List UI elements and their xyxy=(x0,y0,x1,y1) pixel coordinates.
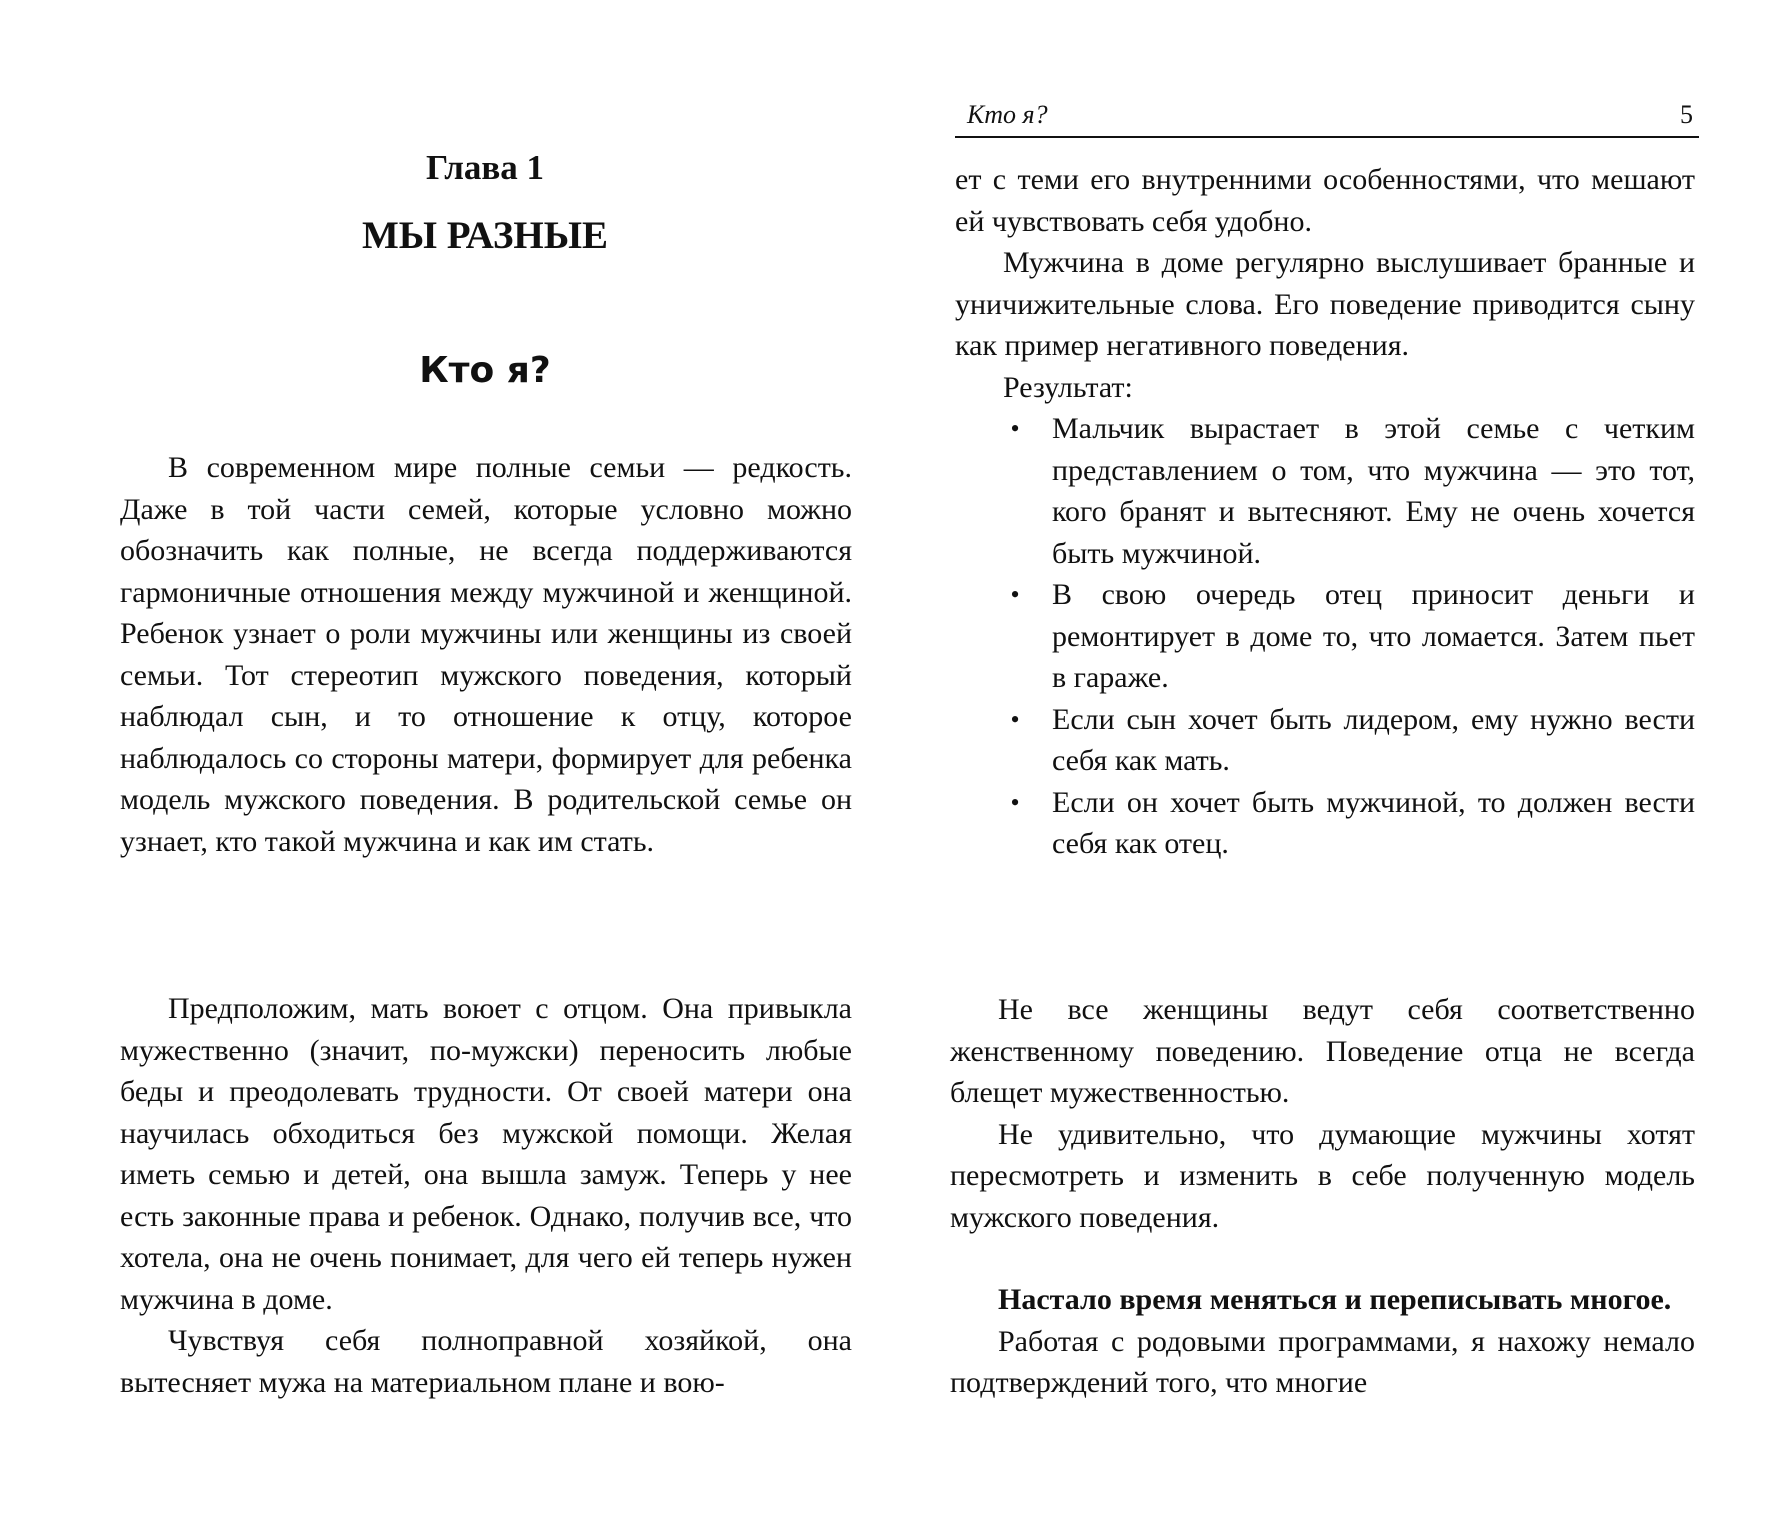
paragraph: Чувствуя себя полноправной хозяйкой, она вытесняет мужа на материальном плане и вою- xyxy=(120,1324,852,1399)
list-item xyxy=(955,699,1695,782)
chapter-number: Глава 1 xyxy=(425,148,545,187)
list-item-text: Мальчик вырастает в этой семье с четким представлением о том, что мужчина — это тот, кого бранят и вытесняют. Ему не очень хочется быть мужчиной. xyxy=(1052,412,1695,570)
left-text-block-2 xyxy=(120,988,852,1403)
bullet-icon: • xyxy=(1010,414,1020,443)
paragraph: В современном мире полные семьи — редкость. Даже в той части семей, которые условно можно обозначить как полные, не всегда поддерживаются гармоничные отношения между мужчиной и женщиной. Ребенок узнает о роли мужчины или женщины из своей семьи. Тот стереотип мужского поведения, который наблюдал сын, и то отношение к отцу, которое наблюдалось со стороны матери, формирует для ребенка модель мужского поведения. В родительской семье он узнает, кто такой мужчина и как им стать. xyxy=(120,451,852,858)
list-item-text: Если он хочет быть мужчиной, то должен вести себя как отец. xyxy=(1052,785,1695,860)
list-item-text: Если сын хочет быть лидером, ему нужно вести себя как мать. xyxy=(1052,702,1695,777)
running-header xyxy=(955,98,1699,138)
result-label: Результат: xyxy=(1003,370,1133,404)
paragraph: Предположим, мать воюет с отцом. Она привыкла мужественно (значит, по-мужски) переносить любые беды и преодолевать трудности. От своей матери она научилась обходиться без мужской помощи. Желая иметь семью и детей, она вышла замуж. Теперь у нее есть законные права и ребенок. Однако, получив все, что хотела, она не очень понимает, для чего ей теперь нужен мужчина в доме. xyxy=(120,992,852,1316)
chapter-title: МЫ РАЗНЫЕ xyxy=(361,214,609,257)
list-item xyxy=(955,782,1695,865)
bullet-icon: • xyxy=(1010,704,1020,734)
list-item-text: В свою очередь отец приносит деньги и ремонтирует в доме то, что ломается. Затем пьет в гараже. xyxy=(1052,578,1695,694)
list-item xyxy=(955,408,1695,574)
paragraph: Работая с родовыми программами, я нахожу немало подтверждений того, что многие xyxy=(950,1324,1695,1399)
left-text-block-1 xyxy=(120,447,852,862)
paragraph: Мужчина в доме регулярно выслушивает бранные и уничижительные слова. Его поведение приводится сыну как пример негативного поведения. xyxy=(955,246,1695,362)
bullet-icon: • xyxy=(1010,580,1020,609)
bullet-icon: • xyxy=(1010,787,1020,817)
paragraph: Не все женщины ведут себя соответственно женственному поведению. Поведение отца не всегда блещет мужественностью. xyxy=(950,993,1695,1109)
list-item xyxy=(955,574,1695,699)
section-title: Кто я? xyxy=(419,350,551,391)
paragraph: Не удивительно, что думающие мужчины хотят пересмотреть и изменить в себе полученную модель мужского поведения. xyxy=(950,1117,1695,1234)
left-page xyxy=(0,0,890,1536)
right-text-block-2 xyxy=(950,989,1695,1404)
running-title: Кто я? xyxy=(967,100,1048,129)
right-text-block-1 xyxy=(955,159,1695,865)
bullet-list xyxy=(955,408,1695,865)
page-number: 5 xyxy=(1680,100,1693,129)
paragraph-continuation: ет с теми его внутренними особенностями, что мешают ей чувствовать себя удобно. xyxy=(955,163,1695,238)
bold-statement: Настало время меняться и переписывать многое. xyxy=(998,1283,1672,1316)
